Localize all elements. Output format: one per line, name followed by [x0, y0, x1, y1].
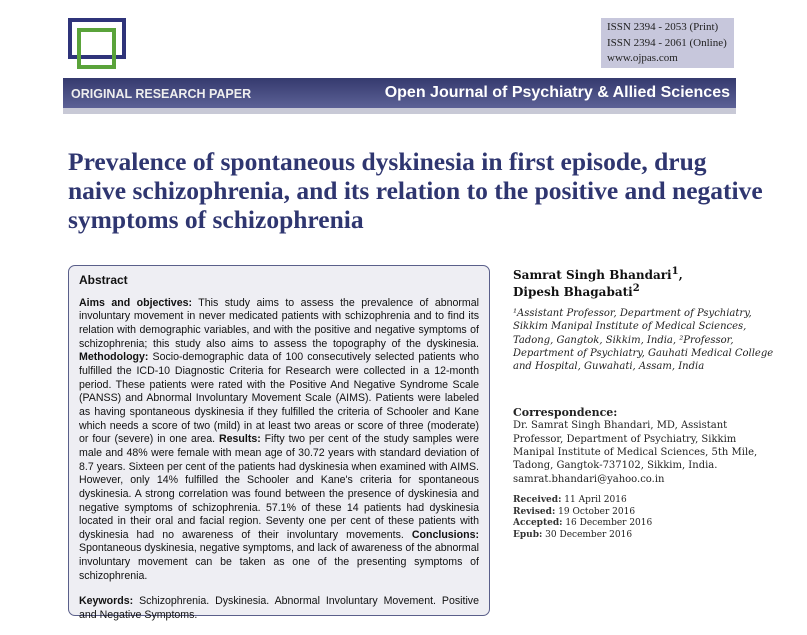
journal-website[interactable]: www.ojpas.com — [607, 52, 678, 64]
date-value: 30 December 2016 — [542, 530, 633, 541]
results-label: Results: — [218, 433, 261, 446]
date-label: Received: — [513, 494, 562, 505]
logo-green-square — [77, 28, 116, 69]
correspondence-email[interactable]: samrat.bhandari@yahoo.co.in — [513, 473, 665, 485]
methodology-label: Methodology: — [79, 351, 149, 364]
abstract-body — [79, 297, 479, 584]
journal-logo — [68, 18, 188, 68]
date-epub — [513, 530, 778, 542]
date-value: 16 December 2016 — [562, 518, 653, 529]
affiliations: ¹Assistant Professor, Department of Psychiatry, Sikkim Manipal Institute of Medical Sciences, Tadong, Gangtok, Sikkim, India, ²Professor, Department of Psychiatry, Gauhati Medical College and Hospital, Guwahati, Assam, India — [513, 308, 774, 373]
author-2-sup: 2 — [632, 283, 640, 294]
correspondence-text: Dr. Samrat Singh Bhandari, MD, Assistant Professor, Department of Psychiatry, Sikkim Manipal Institute of Medical Sciences, 5th Mile, Tadong, Gangtok-737102, Sikkim, India. — [513, 420, 758, 472]
journal-banner — [63, 78, 736, 108]
conclusions-text: Spontaneous dyskinesia, negative symptoms, and lack of awareness of the abnormal involuntary movement can be taken as one of the presenting symptoms of schizophrenia. — [79, 542, 479, 582]
article-dates — [513, 495, 778, 542]
paper-title: Prevalence of spontaneous dyskinesia in first episode, drug naive schizophrenia, and its relation to the positive and negative symptoms of schizophrenia — [68, 147, 763, 234]
keywords-label: Keywords: — [79, 595, 134, 608]
banner-divider — [63, 108, 736, 114]
issn-print: ISSN 2394 - 2053 (Print) — [607, 21, 719, 33]
author-list: Samrat Singh Bhandari$^1$, Dipesh Bhagabati$^2$ — [513, 266, 683, 299]
keywords-text: Schizophrenia. Dyskinesia. Abnormal Involuntary Movement. Positive and Negative Symptoms. — [79, 595, 479, 622]
article-type: ORIGINAL RESEARCH PAPER — [71, 87, 252, 101]
date-label: Revised: — [513, 506, 556, 517]
methodology-text: Socio-demographic data of 100 consecutively selected patients who fulfilled the ICD-10 Diagnostic Criteria for Research were collected in a 12-month period. These patients were rated with the Positive And Negative Syndrome Scale (PANSS) and Abnormal Involuntary Movement Scale (AIMS). Patients were labeled as having spontaneous dyskinesia if they fulfilled the criteria of Schooler and Kane which needs a score of two (mild) in at least two areas or score of three (moderate) or four (severe) in one area. — [79, 351, 479, 446]
author-1: Samrat Singh Bhandari — [513, 268, 672, 282]
keywords — [79, 595, 479, 622]
aims-label: Aims and objectives: — [79, 296, 192, 309]
abstract-box — [68, 265, 490, 622]
date-label: Accepted: — [513, 518, 563, 529]
issn-online: ISSN 2394 - 2061 (Online) — [607, 36, 727, 49]
date-value: 19 October 2016 — [555, 506, 636, 517]
date-accepted — [513, 518, 778, 530]
correspondence-heading: Correspondence: — [513, 406, 618, 420]
author-2: Dipesh Bhagabati — [513, 285, 633, 299]
aims-text: This study aims to assess the prevalence of abnormal involuntary movement in never medicated patients with schizophrenia and to find its relation with demographic variables, and with the positive and negative symptoms of schizophrenia; this study also aims to assess the topography of the dyskinesia. — [79, 296, 479, 350]
issn-box — [601, 18, 734, 68]
date-received — [513, 495, 778, 507]
abstract-heading: Abstract — [79, 273, 128, 287]
conclusions-label: Conclusions: — [411, 528, 479, 541]
results-text: Fifty two per cent of the study samples were male and 48% were female with mean age of 30.72 years with standard deviation of 8.7 years. Sixteen per cent of the patients had dyskinesia when examined with AIMS. However, only 14% fulfilled the Schooler and Kane's criteria for spontaneous dyskinesia. A strong correlation was found between the presence of dyskinesia and negative symptoms of schizophrenia. 57.1% of these 14 patients had dyskinesia located in their oral and facial region. Seventy one per cent of these patients with dyskinesia had no awareness of their involuntary movements. — [79, 433, 479, 541]
date-revised — [513, 507, 778, 519]
journal-name: Open Journal of Psychiatry & Allied Sciences — [384, 84, 730, 101]
date-label: Epub: — [513, 530, 543, 541]
author-1-sup: 1 — [671, 266, 679, 277]
date-value: 11 April 2016 — [561, 494, 627, 505]
author-info — [513, 265, 778, 542]
